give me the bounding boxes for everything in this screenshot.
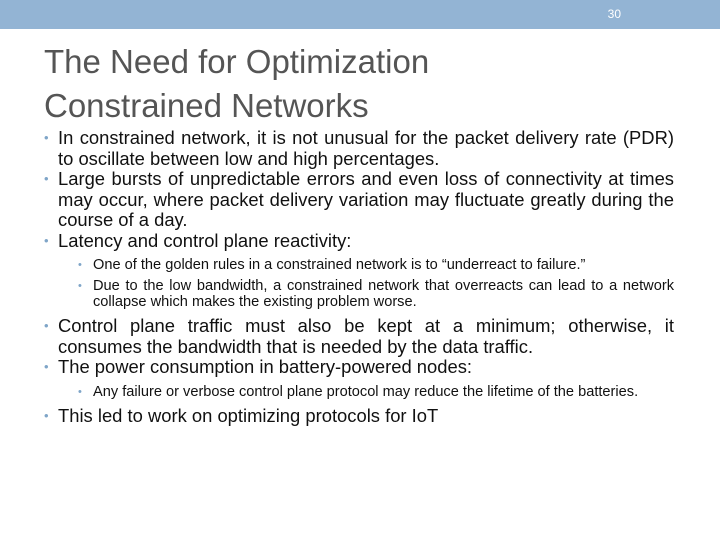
slide-number: 30 [607,7,621,21]
sub-bullet-icon: • [78,280,82,292]
sub-bullet-text: Any failure or verbose control plane protocol may reduce the lifetime of the batteries. [93,383,639,400]
sub-bullet-list [78,257,674,310]
bullet-text: Control plane traffic must also be kept at a minimum; otherwise, it consumes the bandwidth that is needed by the data traffic. [58,315,674,357]
bullet-icon: • [44,130,49,145]
bullet-icon: • [44,232,49,248]
bullet-icon: • [44,359,49,374]
sub-bullet-item [78,278,674,310]
bullet-text: In constrained network, it is not unusual for the packet delivery rate (PDR) to oscillate between low and high percentages. [58,127,674,169]
bullet-icon: • [44,318,49,333]
bullet-item [44,357,674,400]
top-bar [0,0,720,29]
bullet-icon: • [44,407,49,423]
bullet-icon: • [44,171,49,186]
sub-bullet-item [78,384,674,400]
sub-bullet-text: One of the golden rules in a constrained network is to “underreact to failure.” [93,257,586,273]
bullet-text: Latency and control plane reactivity: [58,229,352,251]
bullet-list [44,128,674,426]
bullet-item [44,316,674,357]
sub-bullet-list [78,384,674,400]
slide-title-line-1: The Need for Optimization [44,43,430,80]
slide-title-line-2: Constrained Networks [44,87,369,124]
bullet-item [44,128,674,169]
bullet-item [44,406,674,427]
bullet-item [44,231,674,311]
bullet-text: The power consumption in battery-powered nodes: [58,356,473,377]
sub-bullet-icon: • [78,385,82,398]
sub-bullet-item [78,257,674,273]
sub-bullet-icon: • [78,259,82,271]
slide-title [44,40,684,128]
bullet-item [44,169,674,231]
bullet-text: This led to work on optimizing protocols for IoT [58,404,439,426]
sub-bullet-text: Due to the low bandwidth, a constrained network that overreacts can lead to a network collapse which makes the existing problem worse. [93,278,674,310]
bullet-text: Large bursts of unpredictable errors and even loss of connectivity at times may occur, where packet delivery variation may fluctuate greatly during the course of a day. [58,168,674,230]
